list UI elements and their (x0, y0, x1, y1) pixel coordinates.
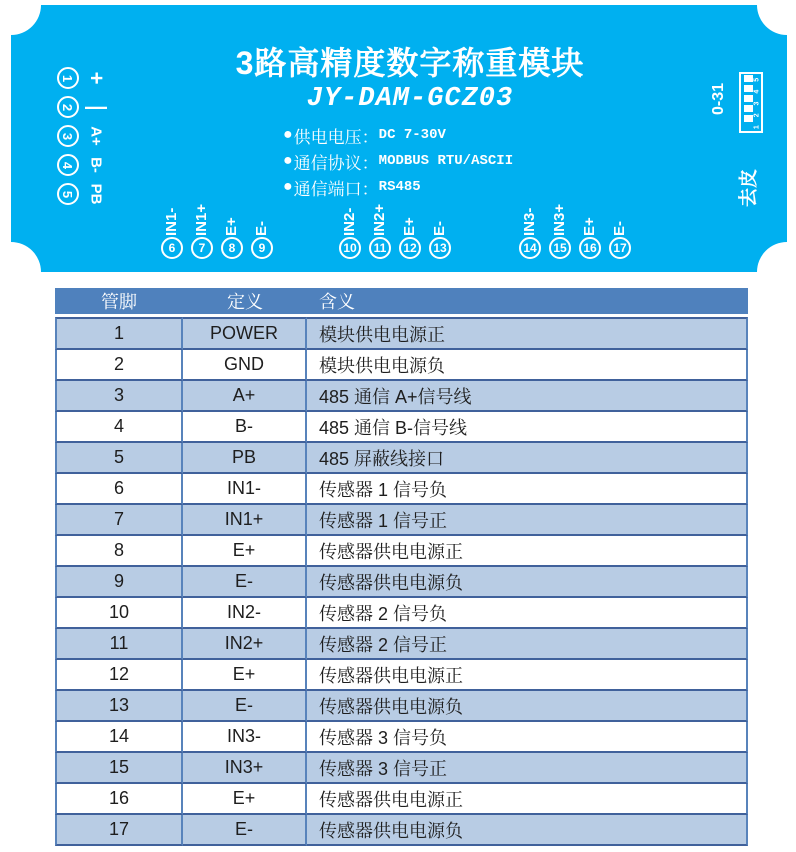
pin-definition-cell: E+ (183, 784, 307, 815)
pin-label: E+ (223, 217, 240, 236)
pin-number-cell: 2 (55, 350, 183, 381)
pin-number-badge: 12 (399, 237, 421, 259)
pin-definition-cell: E+ (183, 660, 307, 691)
table-row (55, 598, 748, 629)
spec-line (283, 148, 513, 174)
pin-number-cell: 11 (55, 629, 183, 660)
pin-meaning-cell: 传感器 2 信号正 (307, 629, 748, 660)
pin-label: IN1- (163, 207, 180, 236)
table-row (55, 474, 748, 505)
pin-meaning-cell: 485 通信 A+信号线 (307, 381, 748, 412)
pin-meaning-cell: 传感器 2 信号负 (307, 598, 748, 629)
dip-switch-4 (744, 85, 753, 92)
pin-label: E- (611, 221, 628, 236)
pin-meaning-cell: 模块供电电源正 (307, 317, 748, 350)
pin-label: A+ (87, 126, 105, 146)
spec-value: MODBUS RTU/ASCII (378, 153, 514, 169)
pin-definition-cell: E- (183, 815, 307, 846)
pin-meaning-cell: 传感器供电电源负 (307, 691, 748, 722)
pin-label: E+ (401, 217, 418, 236)
pin-definition-cell: E- (183, 567, 307, 598)
pin-number-badge: 8 (221, 237, 243, 259)
spec-label: 供电电压： (293, 127, 379, 147)
pin-meaning-cell: 传感器供电电源正 (307, 536, 748, 567)
pin-definition-cell: POWER (183, 317, 307, 350)
pin-definition-cell: B- (183, 412, 307, 443)
table-row (55, 443, 748, 474)
pin-number-badge: 16 (579, 237, 601, 259)
pin-definition-cell: IN2- (183, 598, 307, 629)
pin-label: IN3- (521, 207, 538, 236)
pin-label: IN2+ (371, 203, 388, 236)
dip-switch-2 (744, 105, 753, 112)
left-pin (0, 183, 140, 205)
left-pin (0, 67, 140, 89)
pin-label: + (84, 71, 109, 85)
pin-number-cell: 13 (55, 691, 183, 722)
pin-definition-table (55, 288, 748, 846)
pin-definition-cell: GND (183, 350, 307, 381)
pin-meaning-cell: 485 通信 B-信号线 (307, 412, 748, 443)
pin-number-badge: 11 (369, 237, 391, 259)
left-pin (0, 96, 140, 118)
pin-meaning-cell: 传感器供电电源负 (307, 567, 748, 598)
pin-meaning-cell: 传感器供电电源正 (307, 660, 748, 691)
pin-label: B- (87, 157, 105, 173)
pin-number-badge: 17 (609, 237, 631, 259)
pin-definition-cell: PB (183, 443, 307, 474)
pin-definition-cell: IN3+ (183, 753, 307, 784)
module-title: 3路高精度数字称重模块 (235, 45, 585, 81)
pin-label: IN2- (341, 207, 358, 236)
pin-definition-cell: E- (183, 691, 307, 722)
pin-number-badge: 6 (161, 237, 183, 259)
pin-number-badge: 4 (57, 154, 79, 176)
pin-number-cell: 6 (55, 474, 183, 505)
pin-meaning-cell: 485 屏蔽线接口 (307, 443, 748, 474)
pin-label: IN3+ (551, 203, 568, 236)
dip-switch-1 (744, 115, 753, 122)
bullet-icon: ● (283, 178, 293, 195)
pin-meaning-cell: 传感器 1 信号负 (307, 474, 748, 505)
table-row (55, 753, 748, 784)
pin-meaning-cell: 传感器供电电源负 (307, 815, 748, 846)
pin-number-badge: 5 (57, 183, 79, 205)
pin-number-cell: 12 (55, 660, 183, 691)
header-pin: 管脚 (55, 288, 183, 317)
pin-label: E- (431, 221, 448, 236)
pin-number-badge: 10 (339, 237, 361, 259)
pin-number-badge: 14 (519, 237, 541, 259)
pin-label: — (85, 94, 107, 119)
pin-number-cell: 14 (55, 722, 183, 753)
pin-number-cell: 3 (55, 381, 183, 412)
spec-label: 通信端口： (293, 179, 379, 199)
header-meaning: 含义 (307, 288, 748, 317)
pin-number-cell: 1 (55, 317, 183, 350)
pin-number-cell: 10 (55, 598, 183, 629)
pin-number-badge: 13 (429, 237, 451, 259)
pin-number-cell: 8 (55, 536, 183, 567)
table-row (55, 350, 748, 381)
dip-switch-3 (744, 95, 753, 102)
pin-number-cell: 4 (55, 412, 183, 443)
pin-number-cell: 9 (55, 567, 183, 598)
pin-label: IN1+ (193, 203, 210, 236)
table-header-row (55, 288, 748, 317)
pin-number-cell: 7 (55, 505, 183, 536)
table-row (55, 722, 748, 753)
bullet-icon: ● (283, 126, 293, 143)
pin-number-cell: 17 (55, 815, 183, 846)
table-row (55, 317, 748, 350)
table-row (55, 629, 748, 660)
spec-list (283, 122, 513, 200)
bullet-icon: ● (283, 152, 293, 169)
table-row (55, 815, 748, 846)
left-pin (0, 154, 140, 176)
spec-value: RS485 (378, 179, 421, 195)
pin-number-badge: 15 (549, 237, 571, 259)
pin-meaning-cell: 传感器 3 信号正 (307, 753, 748, 784)
spec-line (283, 174, 513, 200)
module-model-number: JY-DAM-GCZ03 (306, 84, 514, 114)
pin-definition-cell: IN1- (183, 474, 307, 505)
pin-label: E- (253, 221, 270, 236)
pin-number-cell: 5 (55, 443, 183, 474)
table-row (55, 412, 748, 443)
pin-definition-cell: E+ (183, 536, 307, 567)
table-row (55, 784, 748, 815)
table-row (55, 660, 748, 691)
spec-label: 通信协议： (293, 153, 379, 173)
left-pin (0, 125, 140, 147)
table-row (55, 567, 748, 598)
table-row (55, 381, 748, 412)
pin-number-badge: 2 (57, 96, 79, 118)
pin-definition-cell: IN1+ (183, 505, 307, 536)
tare-label: 去皮 (738, 168, 760, 208)
spec-line (283, 122, 513, 148)
pin-number-cell: 16 (55, 784, 183, 815)
pin-number-badge: 9 (251, 237, 273, 259)
pin-meaning-cell: 传感器 1 信号正 (307, 505, 748, 536)
pin-label: E+ (581, 217, 598, 236)
module-panel (0, 0, 796, 280)
dip-range-label: 0-31 (710, 82, 727, 116)
pin-number-cell: 15 (55, 753, 183, 784)
dip-switch-numbers: 1 2 3 4 5 (753, 74, 761, 130)
table-row (55, 536, 748, 567)
pin-meaning-cell: 模块供电电源负 (307, 350, 748, 381)
pin-number-badge: 7 (191, 237, 213, 259)
pin-number-badge: 3 (57, 125, 79, 147)
table-row (55, 691, 748, 722)
pin-definition-cell: IN3- (183, 722, 307, 753)
pin-number-badge: 1 (57, 67, 79, 89)
header-definition: 定义 (183, 288, 307, 317)
pin-label: PB (87, 183, 105, 205)
spec-value: DC 7-30V (378, 127, 446, 143)
dip-switch-5 (744, 75, 753, 82)
table-row (55, 505, 748, 536)
pin-definition-cell: A+ (183, 381, 307, 412)
pin-definition-cell: IN2+ (183, 629, 307, 660)
pin-meaning-cell: 传感器供电电源正 (307, 784, 748, 815)
pin-meaning-cell: 传感器 3 信号负 (307, 722, 748, 753)
